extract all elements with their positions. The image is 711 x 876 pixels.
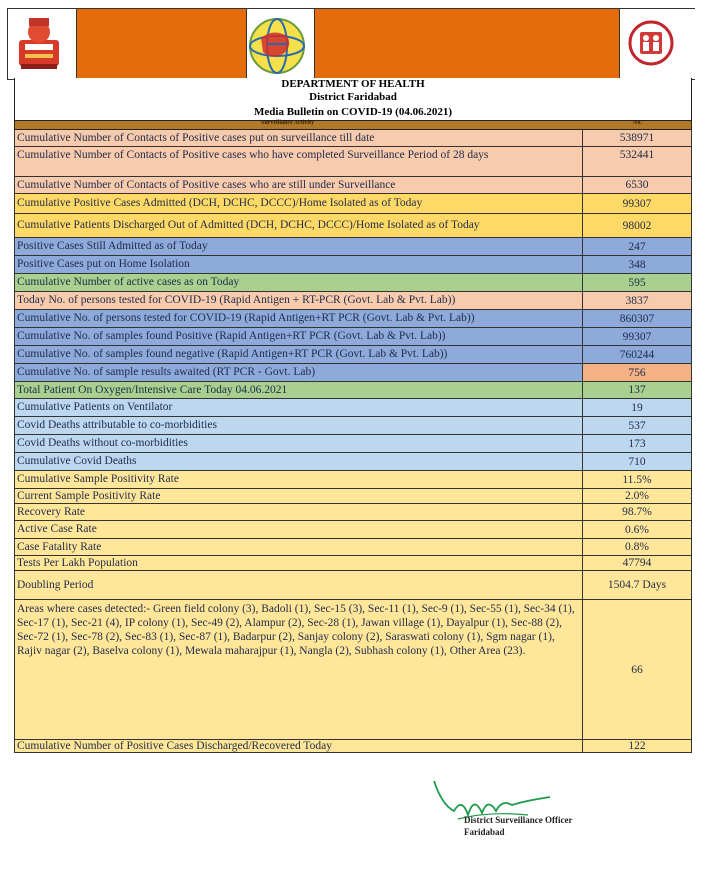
banner-cell-orange-1 [76, 9, 247, 79]
row-label: Current Sample Positivity Rate [15, 489, 583, 503]
row-value: 173 [628, 437, 646, 450]
table-row [14, 130, 692, 147]
row-value: 99307 [622, 330, 652, 343]
row-value: 538971 [619, 132, 655, 144]
row-label: Tests Per Lakh Population [15, 556, 583, 570]
row-label: Recovery Rate [15, 504, 583, 520]
row-value: 532441 [619, 149, 655, 161]
row-value: 1504.7 Days [607, 579, 667, 591]
row-value: 137 [628, 384, 646, 396]
row-label: Cumulative Patients on Ventilator [15, 399, 583, 416]
table-row [14, 147, 692, 177]
areas-row [14, 600, 692, 740]
row-value: 247 [628, 240, 646, 253]
row-label: Cumulative Patients Discharged Out of Admitted (DCH, DCHC, DCCC)/Home Isolated as of Today [15, 214, 583, 237]
banner-cell-orange-2 [314, 9, 620, 79]
table-row [14, 177, 692, 194]
table-row [14, 453, 692, 471]
haryana-emblem-icon [16, 14, 62, 72]
table-row [14, 328, 692, 346]
row-label: Cumulative No. of samples found Positive (Rapid Antigen+RT PCR (Govt. Lab & Pvt. Lab)) [15, 328, 583, 345]
table-row [14, 417, 692, 435]
areas-value: 66 [631, 663, 643, 676]
discharged-value: 122 [628, 740, 646, 752]
row-label: Total Patient On Oxygen/Intensive Care Today 04.06.2021 [15, 382, 583, 398]
row-value: 348 [628, 258, 646, 271]
table-row [14, 382, 692, 399]
table-row [14, 504, 692, 521]
areas-label: Areas where cases detected:- Green field colony (3), Badoli (1), Sec-15 (3), Sec-11 (1), Sec-9 (1), Sec-55 (1), Sec-34 (1), Sec-17 (1), Sec-21 (4), IP colony (1), Sec-49 (2), Alampur (2), Sec-28 (1), Jawan village (1), Dayalpur (1), Sec-88 (2), Sec-72 (1), Sec-78 (2), Sec-83 (1), Sec-87 (1), Badarpur (2), Sanjay colony (2), Saraswati colony (1), Sgm nagar (1), Rajiv nagar (2), Baselva colony (1), Mewala maharajpur (1), Nangla (2), Subhash colony (1), Other Area (23). [15, 600, 583, 739]
row-label: Cumulative Positive Cases Admitted (DCH, DCHC, DCCC)/Home Isolated as of Today [15, 194, 583, 213]
row-value: 19 [631, 401, 643, 414]
row-value: 756 [583, 364, 691, 381]
row-label: Cumulative Covid Deaths [15, 453, 583, 470]
table-row [14, 194, 692, 214]
district-title: District Faridabad [14, 91, 692, 106]
row-value: 99307 [622, 197, 652, 210]
row-value: 11.5% [622, 473, 652, 486]
table-row [14, 256, 692, 274]
table-row [14, 539, 692, 556]
table-row [14, 310, 692, 328]
row-label: Cumulative No. of sample results awaited (RT PCR - Govt. Lab) [15, 364, 583, 381]
bulletin-title: Media Bulletin on COVID-19 (04.06.2021) [14, 105, 692, 121]
row-value: 98.7% [622, 506, 652, 518]
row-label: Positive Cases put on Home Isolation [15, 256, 583, 273]
row-value: 3837 [625, 294, 649, 307]
row-value: 0.6% [625, 523, 649, 536]
row-value: 760244 [619, 348, 655, 361]
table-row [14, 399, 692, 417]
row-label: Cumulative Number of Contacts of Positive cases put on surveillance till date [15, 130, 583, 146]
table-row [14, 346, 692, 364]
department-title: DEPARTMENT OF HEALTH [14, 78, 692, 92]
row-value: 595 [628, 276, 646, 289]
row-label: Case Fatality Rate [15, 539, 583, 555]
discharged-label: Cumulative Number of Positive Cases Discharged/Recovered Today [15, 740, 583, 752]
row-label: Cumulative Number of Contacts of Positive cases who are still under Surveillance [15, 177, 583, 193]
row-value: 860307 [619, 312, 655, 325]
row-label: Cumulative No. of samples found negative (Rapid Antigen+RT PCR (Govt. Lab & Pvt. Lab)) [15, 346, 583, 363]
table-row [14, 238, 692, 256]
table-row [14, 489, 692, 504]
column-no-header: No. [633, 120, 642, 126]
table-row [14, 571, 692, 600]
row-label: Cumulative Sample Positivity Rate [15, 471, 583, 488]
row-value: 98002 [622, 219, 652, 232]
row-value: 2.0% [625, 490, 649, 502]
globe-logo-icon [247, 16, 307, 76]
row-label: Cumulative Number of Contacts of Positive cases who have completed Surveillance Period of 28 days [15, 147, 583, 176]
table-row [14, 556, 692, 571]
row-value: 47794 [622, 557, 652, 569]
row-label: Positive Cases Still Admitted as of Today [15, 238, 583, 255]
table-row [14, 214, 692, 238]
signature-place: Faridabad [464, 827, 505, 837]
table-row [14, 292, 692, 310]
column-activity-header: Surveillance Activity [261, 120, 315, 126]
row-label: Covid Deaths without co-morbidities [15, 435, 583, 452]
row-label: Doubling Period [15, 571, 583, 599]
header-banner [7, 8, 695, 80]
table-row [14, 364, 692, 382]
row-label: Cumulative No. of persons tested for COVID-19 (Rapid Antigen+RT PCR (Govt. Lab & Pvt. Lab)) [15, 310, 583, 327]
row-value: 6530 [625, 179, 649, 191]
discharged-row [14, 740, 692, 753]
table-row [14, 274, 692, 292]
row-label: Active Case Rate [15, 521, 583, 538]
row-value: 0.8% [625, 541, 649, 553]
signature-title: District Surveillance Officer [464, 815, 573, 825]
row-value: 710 [628, 455, 646, 468]
table-row [14, 471, 692, 489]
row-label: Cumulative Number of active cases as on Today [15, 274, 583, 291]
table-header [14, 120, 692, 130]
health-dept-logo-icon [628, 20, 674, 66]
table-row [14, 521, 692, 539]
table-row [14, 435, 692, 453]
row-label: Covid Deaths attributable to co-morbidities [15, 417, 583, 434]
row-label: Today No. of persons tested for COVID-19 (Rapid Antigen + RT-PCR (Govt. Lab & Pvt. Lab)) [15, 292, 583, 309]
row-value: 537 [628, 419, 646, 432]
